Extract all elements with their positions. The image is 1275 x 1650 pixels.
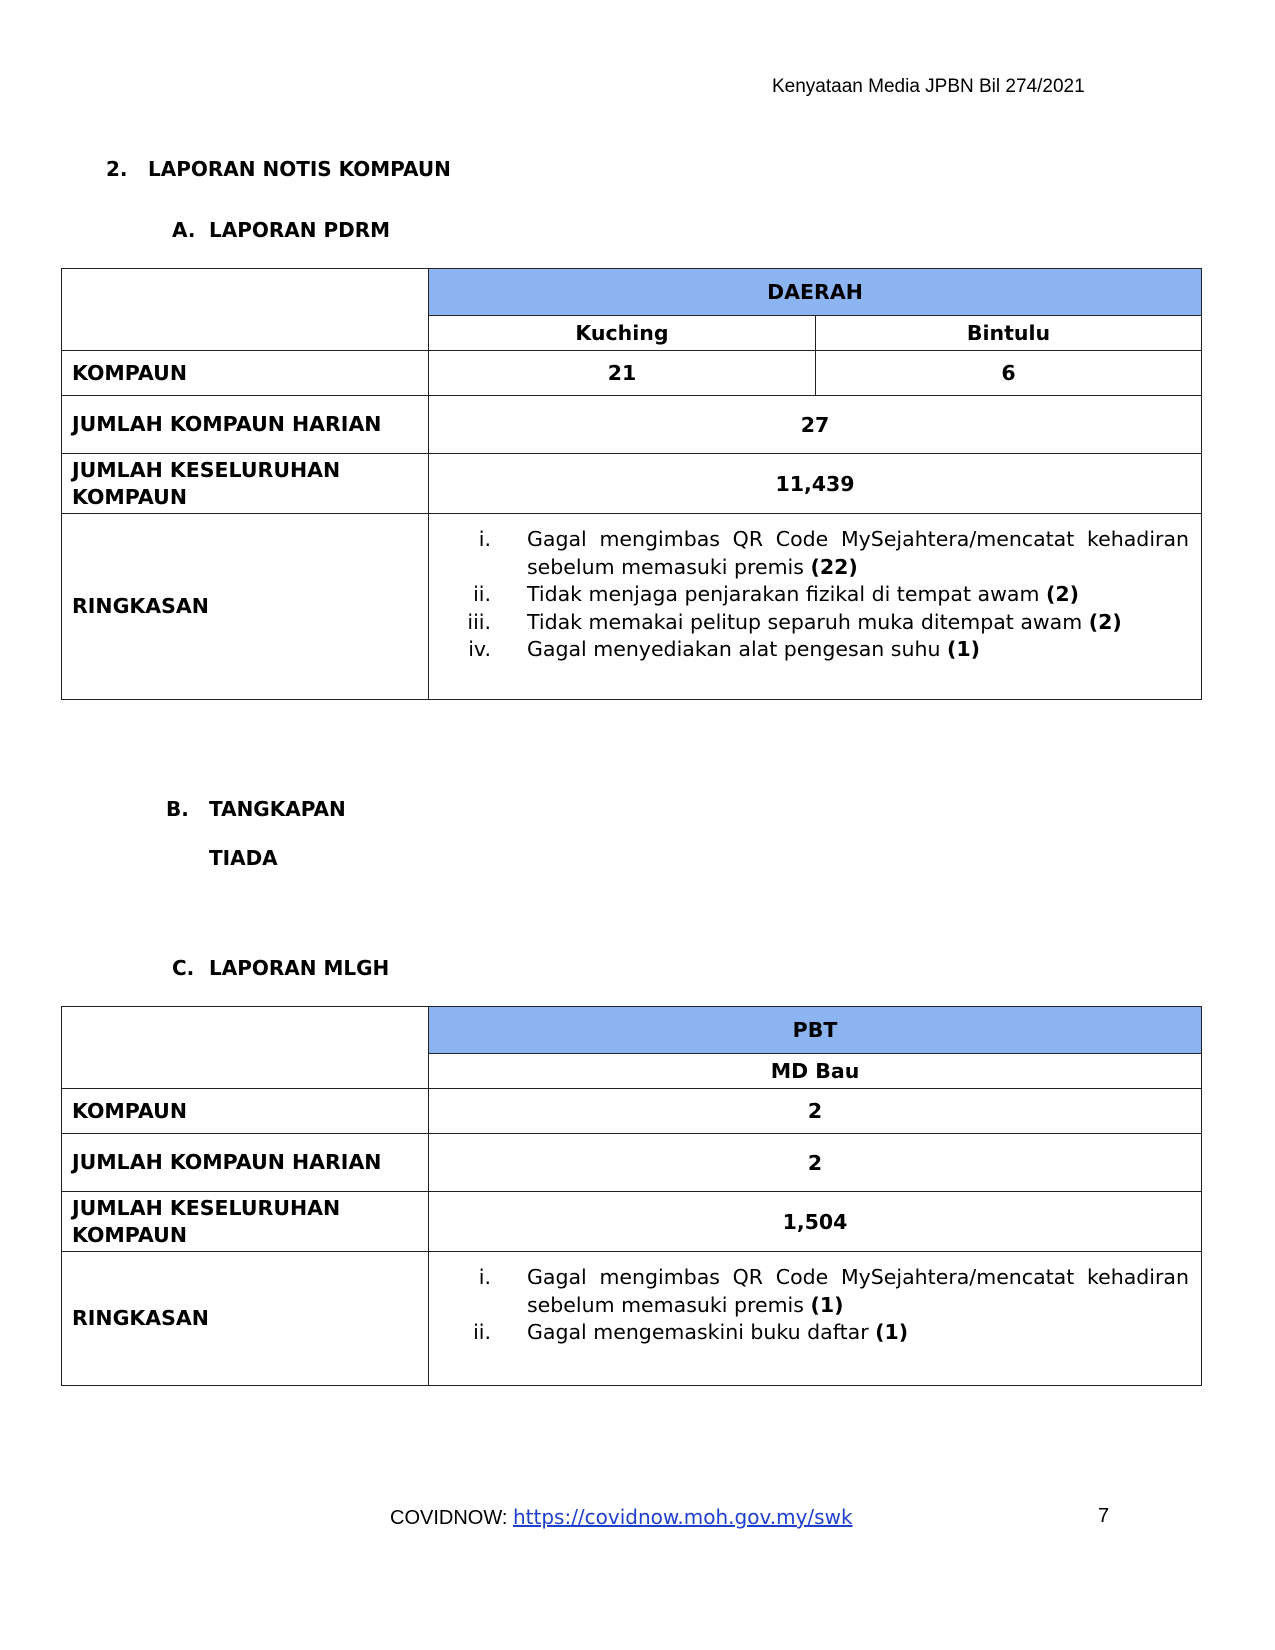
pdrm-corner-cell <box>62 269 429 351</box>
part-b-title: TANGKAPAN <box>209 797 346 821</box>
mlgh-col-md-bau: MD Bau <box>429 1054 1202 1089</box>
mlgh-keseluruhan-label: JUMLAH KESELURUHAN KOMPAUN <box>62 1192 429 1252</box>
mlgh-corner-cell <box>62 1007 429 1089</box>
part-a-title: LAPORAN PDRM <box>209 218 391 242</box>
pdrm-col-kuching: Kuching <box>429 316 816 351</box>
pdrm-ringkasan-list <box>441 526 1189 664</box>
list-item: i. Gagal mengimbas QR Code MySejahtera/mencatat kehadiran sebelum memasuki premis (1) <box>478 1265 1189 1317</box>
pdrm-kompaun-kuching: 21 <box>429 351 816 396</box>
mlgh-ringkasan-label: RINGKASAN <box>62 1252 429 1386</box>
list-item: ii. Gagal mengemaskini buku daftar (1) <box>473 1320 909 1344</box>
part-b-heading <box>166 797 346 821</box>
pdrm-group-header: DAERAH <box>429 269 1202 316</box>
document-reference: Kenyataan Media JPBN Bil 274/2021 <box>772 76 1085 97</box>
part-c-letter: C. <box>172 956 195 980</box>
section-title: LAPORAN NOTIS KOMPAUN <box>148 157 451 181</box>
part-b-value: TIADA <box>209 846 278 870</box>
section-heading <box>106 157 451 181</box>
footer <box>390 1505 853 1530</box>
mlgh-ringkasan-list <box>441 1264 1189 1347</box>
pdrm-col-bintulu: Bintulu <box>816 316 1202 351</box>
mlgh-group-header: PBT <box>429 1007 1202 1054</box>
list-item: ii. Tidak menjaga penjarakan fizikal di tempat awam (2) <box>473 582 1079 606</box>
covidnow-link[interactable]: https://covidnow.moh.gov.my/swk <box>512 1505 853 1529</box>
part-c-heading <box>172 956 389 980</box>
mlgh-ringkasan-cell <box>429 1252 1202 1386</box>
mlgh-harian-label: JUMLAH KOMPAUN HARIAN <box>62 1134 429 1192</box>
pdrm-kompaun-label: KOMPAUN <box>62 351 429 396</box>
list-item: i. Gagal mengimbas QR Code MySejahtera/mencatat kehadiran sebelum memasuki premis (22) <box>478 527 1190 579</box>
mlgh-keseluruhan-value: 1,504 <box>429 1192 1202 1252</box>
list-item: iii. Tidak memakai pelitup separuh muka ditempat awam (2) <box>467 609 1122 634</box>
pdrm-keseluruhan-label: JUMLAH KESELURUHAN KOMPAUN <box>62 454 429 514</box>
list-item: iv. Gagal menyediakan alat pengesan suhu (1) <box>468 637 980 661</box>
pdrm-kompaun-bintulu: 6 <box>816 351 1202 396</box>
mlgh-kompaun-label: KOMPAUN <box>62 1089 429 1134</box>
pdrm-ringkasan-label: RINGKASAN <box>62 514 429 700</box>
part-b-letter: B. <box>166 797 189 821</box>
part-a-heading <box>172 218 390 242</box>
part-c-title: LAPORAN MLGH <box>209 956 390 980</box>
pdrm-keseluruhan-value: 11,439 <box>429 454 1202 514</box>
pdrm-ringkasan-cell <box>429 514 1202 700</box>
pdrm-table <box>61 268 1202 700</box>
pdrm-harian-value: 27 <box>429 396 1202 454</box>
mlgh-kompaun-value: 2 <box>429 1089 1202 1134</box>
pdrm-harian-label: JUMLAH KOMPAUN HARIAN <box>62 396 429 454</box>
page-number: 7 <box>1098 1505 1110 1527</box>
footer-label: COVIDNOW: <box>390 1507 508 1529</box>
part-a-letter: A. <box>172 218 196 242</box>
section-number: 2. <box>106 157 128 181</box>
mlgh-table <box>61 1006 1202 1386</box>
mlgh-harian-value: 2 <box>429 1134 1202 1192</box>
